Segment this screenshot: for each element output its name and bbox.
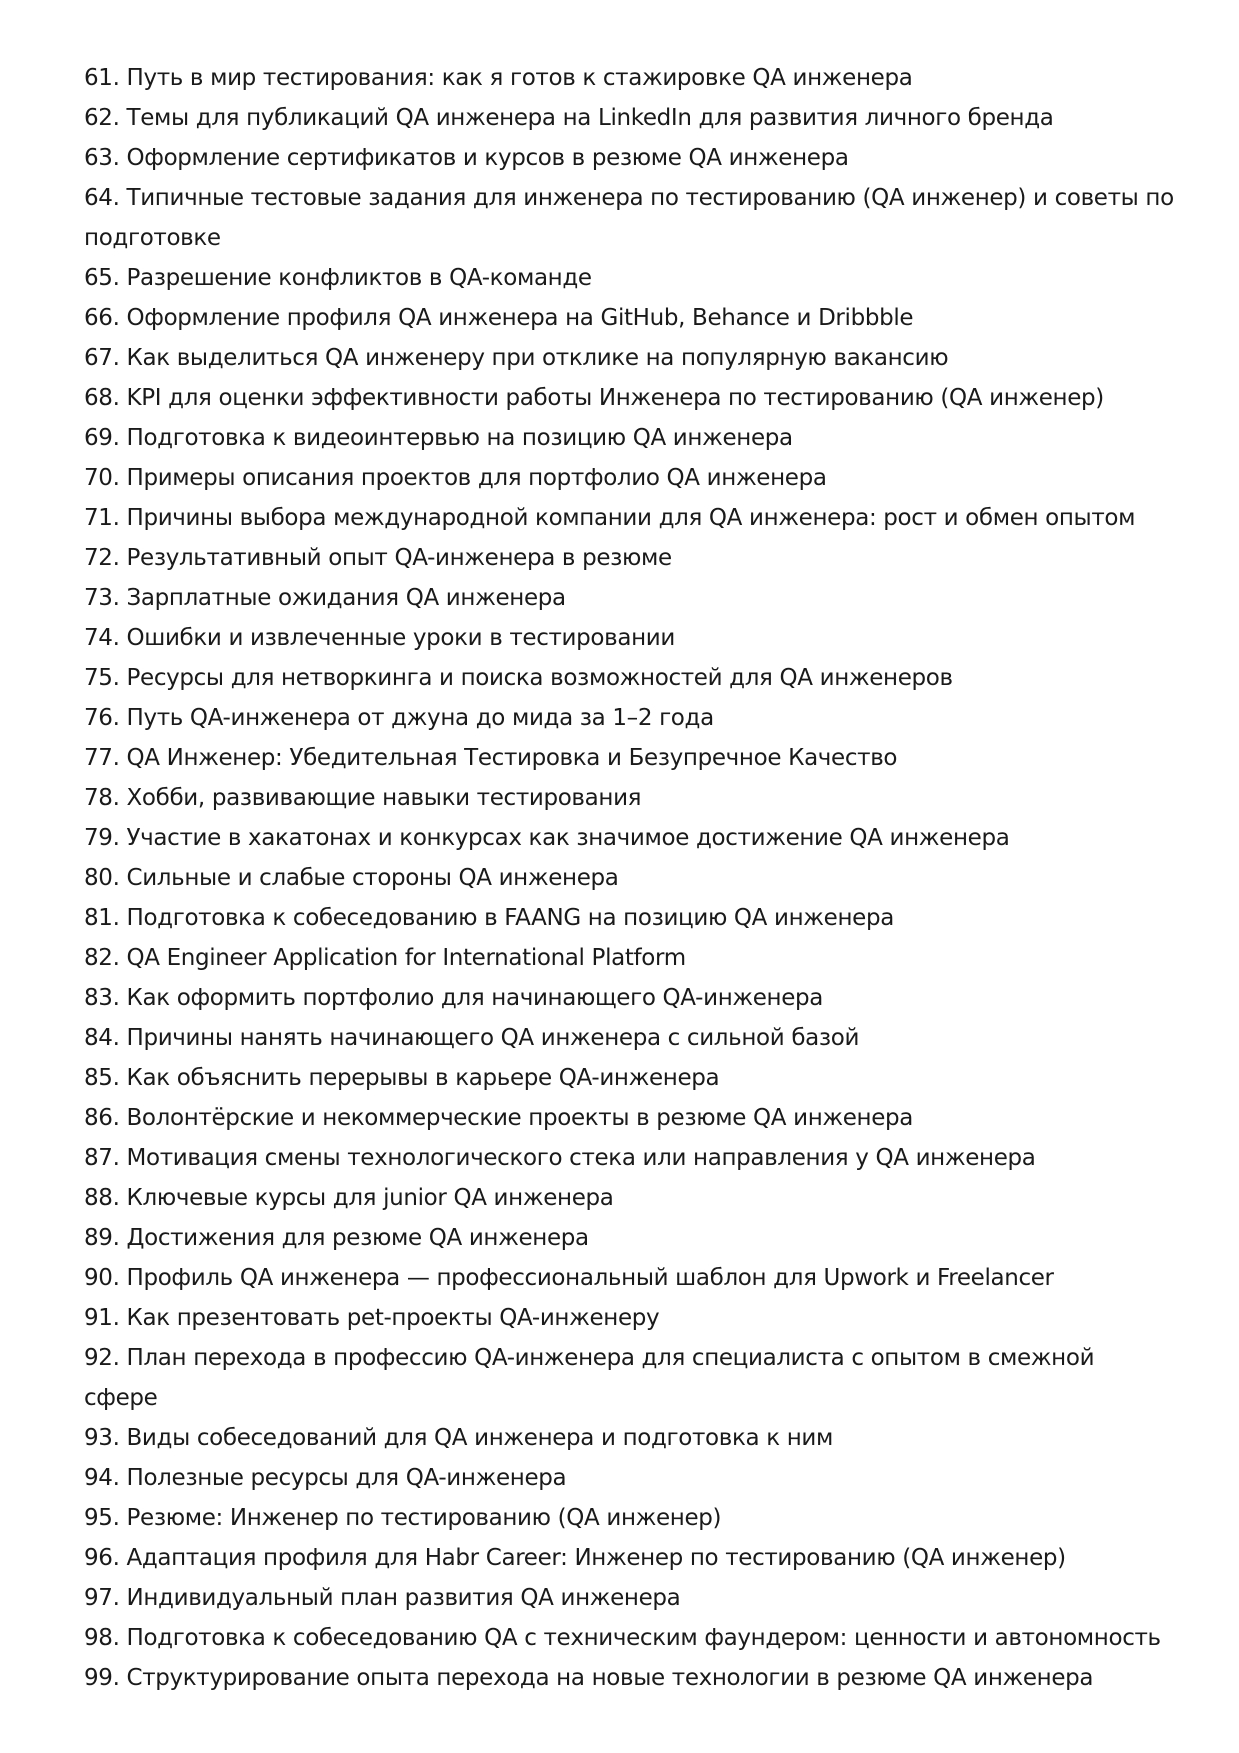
list-item: [84, 1098, 1174, 1138]
item-number: 84.: [84, 1025, 120, 1051]
list-item: [84, 1578, 1174, 1618]
list-item: [84, 98, 1174, 138]
list-item: [84, 458, 1174, 498]
item-text: Разрешение конфликтов в QA-команде: [126, 265, 592, 291]
item-number: 94.: [84, 1465, 120, 1491]
item-number: 71.: [84, 505, 120, 531]
list-item: [84, 778, 1174, 818]
list-item: [84, 1218, 1174, 1258]
list-item: [84, 1458, 1174, 1498]
item-number: 68.: [84, 385, 120, 411]
item-text: Резюме: Инженер по тестированию (QA инженер): [126, 1505, 722, 1531]
item-number: 66.: [84, 305, 120, 331]
list-item: [84, 338, 1174, 378]
item-text: Причины нанять начинающего QA инженера с сильной базой: [126, 1025, 860, 1051]
item-number: 77.: [84, 745, 120, 771]
item-text: Путь в мир тестирования: как я готов к стажировке QA инженера: [126, 65, 913, 91]
item-text: Темы для публикаций QA инженера на LinkedIn для развития личного бренда: [126, 105, 1054, 131]
item-text: Ключевые курсы для junior QA инженера: [126, 1185, 614, 1211]
item-text: Типичные тестовые задания для инженера по тестированию (QA инженер) и советы по подготовке: [84, 185, 1174, 251]
item-text: Путь QA-инженера от джуна до мида за 1–2 года: [126, 705, 714, 731]
item-number: 95.: [84, 1505, 120, 1531]
list-item: [84, 538, 1174, 578]
item-number: 79.: [84, 825, 120, 851]
item-text: Примеры описания проектов для портфолио QA инженера: [126, 465, 827, 491]
item-number: 62.: [84, 105, 120, 131]
item-text: KPI для оценки эффективности работы Инженера по тестированию (QA инженер): [126, 385, 1104, 411]
item-number: 61.: [84, 65, 120, 91]
item-text: Как презентовать pet-проекты QA-инженеру: [126, 1305, 660, 1331]
list-item: [84, 1018, 1174, 1058]
item-number: 98.: [84, 1625, 120, 1651]
list-item: [84, 298, 1174, 338]
item-text: Адаптация профиля для Habr Career: Инженер по тестированию (QA инженер): [126, 1545, 1066, 1571]
item-text: Структурирование опыта перехода на новые технологии в резюме QA инженера: [126, 1665, 1094, 1691]
list-item: [84, 978, 1174, 1018]
item-number: 97.: [84, 1585, 120, 1611]
item-number: 91.: [84, 1305, 120, 1331]
item-number: 63.: [84, 145, 120, 171]
list-item: [84, 898, 1174, 938]
item-number: 64.: [84, 185, 120, 211]
item-text: Зарплатные ожидания QA инженера: [126, 585, 566, 611]
item-number: 70.: [84, 465, 120, 491]
list-item: [84, 818, 1174, 858]
item-text: Волонтёрские и некоммерческие проекты в резюме QA инженера: [126, 1105, 914, 1131]
list-item: [84, 1618, 1174, 1658]
list-item: [84, 378, 1174, 418]
item-number: 78.: [84, 785, 120, 811]
list-item: [84, 1658, 1174, 1698]
item-text: Оформление профиля QA инженера на GitHub, Behance и Dribbble: [126, 305, 914, 331]
list-item: [84, 1258, 1174, 1298]
item-text: Результативный опыт QA-инженера в резюме: [126, 545, 672, 571]
item-text: Подготовка к собеседованию в FAANG на позицию QA инженера: [126, 905, 894, 931]
item-number: 86.: [84, 1105, 120, 1131]
item-number: 69.: [84, 425, 120, 451]
list-item: [84, 58, 1174, 98]
list-item: [84, 1178, 1174, 1218]
item-number: 85.: [84, 1065, 120, 1091]
list-item: [84, 498, 1174, 538]
item-number: 83.: [84, 985, 120, 1011]
topic-list: [84, 58, 1179, 1698]
item-text: Подготовка к собеседованию QA с техническим фаундером: ценности и автономность: [126, 1625, 1161, 1651]
item-number: 81.: [84, 905, 120, 931]
item-text: Сильные и слабые стороны QA инженера: [126, 865, 619, 891]
list-item: [84, 938, 1174, 978]
item-number: 73.: [84, 585, 120, 611]
list-item: [84, 1498, 1174, 1538]
item-text: Достижения для резюме QA инженера: [126, 1225, 589, 1251]
item-text: QA Инженер: Убедительная Тестировка и Безупречное Качество: [126, 745, 898, 771]
item-text: Причины выбора международной компании для QA инженера: рост и обмен опытом: [126, 505, 1136, 531]
item-number: 90.: [84, 1265, 120, 1291]
list-item: [84, 698, 1174, 738]
item-text: Как выделиться QA инженеру при отклике на популярную вакансию: [126, 345, 949, 371]
item-text: QA Engineer Application for International Platform: [126, 945, 686, 971]
item-text: Участие в хакатонах и конкурсах как значимое достижение QA инженера: [126, 825, 1010, 851]
item-number: 75.: [84, 665, 120, 691]
list-item: [84, 138, 1174, 178]
list-item: [84, 1138, 1174, 1178]
item-number: 65.: [84, 265, 120, 291]
item-number: 96.: [84, 1545, 120, 1571]
list-item: [84, 1338, 1174, 1418]
item-number: 93.: [84, 1425, 120, 1451]
item-text: Полезные ресурсы для QA-инженера: [126, 1465, 567, 1491]
item-text: План перехода в профессию QA-инженера для специалиста с опытом в смежной сфере: [84, 1345, 1095, 1411]
list-item: [84, 618, 1174, 658]
list-item: [84, 1298, 1174, 1338]
item-number: 74.: [84, 625, 120, 651]
item-number: 76.: [84, 705, 120, 731]
item-text: Профиль QA инженера — профессиональный шаблон для Upwork и Freelancer: [126, 1265, 1054, 1291]
item-number: 82.: [84, 945, 120, 971]
item-number: 72.: [84, 545, 120, 571]
item-text: Хобби, развивающие навыки тестирования: [126, 785, 642, 811]
item-number: 89.: [84, 1225, 120, 1251]
item-text: Оформление сертификатов и курсов в резюме QA инженера: [126, 145, 849, 171]
item-number: 80.: [84, 865, 120, 891]
item-text: Как оформить портфолио для начинающего QA-инженера: [126, 985, 824, 1011]
item-text: Индивидуальный план развития QA инженера: [126, 1585, 681, 1611]
list-item: [84, 258, 1174, 298]
item-number: 87.: [84, 1145, 120, 1171]
list-item: [84, 658, 1174, 698]
item-number: 67.: [84, 345, 120, 371]
item-text: Как объяснить перерывы в карьере QA-инженера: [126, 1065, 720, 1091]
list-item: [84, 738, 1174, 778]
item-number: 92.: [84, 1345, 120, 1371]
list-item: [84, 1058, 1174, 1098]
list-item: [84, 1538, 1174, 1578]
item-text: Ресурсы для нетворкинга и поиска возможностей для QA инженеров: [126, 665, 953, 691]
item-number: 88.: [84, 1185, 120, 1211]
list-item: [84, 418, 1174, 458]
item-text: Мотивация смены технологического стека или направления у QA инженера: [126, 1145, 1036, 1171]
list-item: [84, 178, 1174, 258]
item-text: Подготовка к видеоинтервью на позицию QA инженера: [126, 425, 793, 451]
list-item: [84, 1418, 1174, 1458]
item-text: Ошибки и извлеченные уроки в тестировании: [126, 625, 675, 651]
list-item: [84, 578, 1174, 618]
list-item: [84, 858, 1174, 898]
item-text: Виды собеседований для QA инженера и подготовка к ним: [126, 1425, 834, 1451]
item-number: 99.: [84, 1665, 120, 1691]
